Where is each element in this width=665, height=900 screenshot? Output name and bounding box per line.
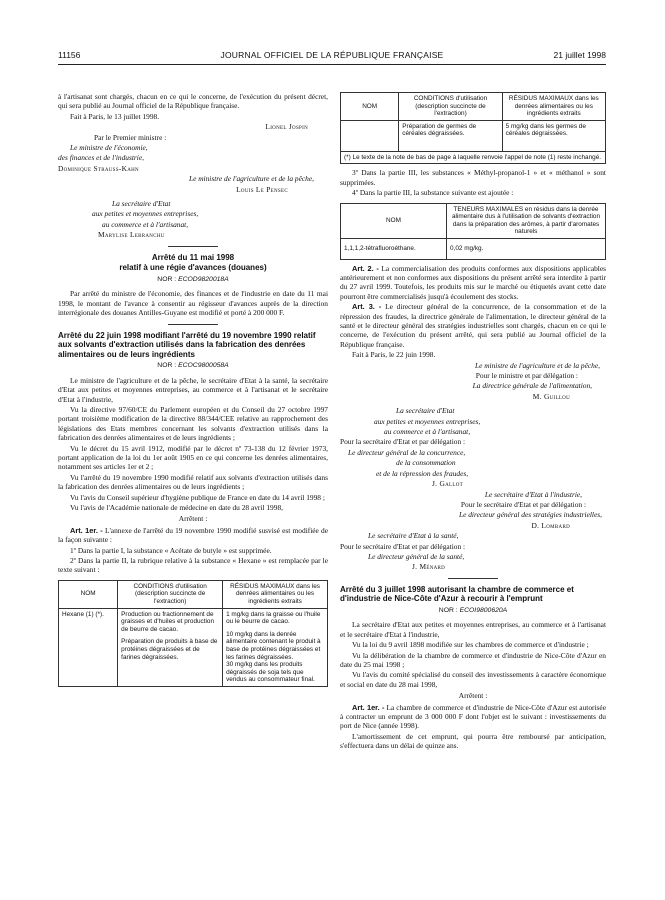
nor-reference: NOR : ECOI9800620A <box>438 606 508 614</box>
decree-paragraph: Vu le décret du 15 avril 1912, modifié par le décret nº 73-138 du 12 février 1973, portant application de la loi du 1er août 1905 en ce qui concerne les denrées alimentaires, notamment ses articles 1er et 2 ; <box>58 443 328 472</box>
signature-line: Le directeur général de la santé, <box>368 551 465 561</box>
left-column <box>58 92 328 687</box>
decree-paragraph: 4º Dans la partie III, la substance suivante est ajoutée : <box>352 188 514 198</box>
nor-reference: NOR : ECOC9800058A <box>157 362 229 370</box>
decree-paragraph: Le ministre de l'agriculture et de la pêche, le secrétaire d'Etat à la santé, la secrétaire d'Etat aux petites et moyennes entreprises, au commerce et à l'artisanat et le secrétaire d'Etat à l'industrie, <box>58 375 328 404</box>
signature-line: de la consommation <box>396 458 456 468</box>
issue-date: 21 juillet 1998 <box>553 50 606 60</box>
decree-paragraph: L'amortissement de cet emprunt, qui pourra être remboursé par anticipation, s'effectuera dans un délai de quinze ans. <box>340 731 606 751</box>
signature-name: Dominique Strauss-Kahn <box>58 163 139 173</box>
separator-rule <box>448 578 498 579</box>
table-cell: Production ou fractionnement de graisses et d'huiles et production de beurre de cacao. Préparation de produits à base de protéines dégraissées et de farines dégraissées. <box>118 608 223 686</box>
page-header <box>58 50 606 65</box>
signature-line: Pour la secrétaire d'Etat et par délégation : <box>340 437 466 447</box>
decree-paragraph: Par arrêté du ministre de l'économie, des finances et de l'industrie en date du 11 mai 1998, le montant de l'avance à consentir au régisseur d'avances auprès de la direction interrégionale des douanes Antilles-Guyane est modifié et porté à 200 000 F. <box>58 289 328 318</box>
signature-line: aux petites et moyennes entreprises, <box>92 209 199 219</box>
signature-line: La directrice générale de l'alimentation, <box>472 381 592 391</box>
hexane-table-continued <box>340 92 606 164</box>
signature-line: au commerce et à l'artisanat, <box>384 427 471 437</box>
table-cell: Préparation de germes de céréales dégraissées. <box>399 120 502 151</box>
signature-line: Le ministre de l'agriculture et de la pêche, <box>188 174 314 184</box>
decree-paragraph: 3º Dans la partie III, les substances « Méthyl-propanol-1 » et « méthanol » sont supprimées. <box>340 168 606 187</box>
separator-rule <box>168 324 218 325</box>
signature-name: J. Gallot <box>432 479 463 489</box>
signature-line: Le directeur général des stratégies industrielles, <box>458 510 602 520</box>
table-header: NOM <box>341 203 447 238</box>
signature-line: aux petites et moyennes entreprises, <box>374 416 481 426</box>
decree-title: Arrêté du 22 juin 1998 modifiant l'arrêté du 19 novembre 1990 relatif aux solvants d'extraction utilisés dans la fabrication des denrées alimentaires ou de leurs ingrédients <box>58 330 316 359</box>
journal-title: JOURNAL OFFICIEL DE LA RÉPUBLIQUE FRANÇAISE <box>220 50 444 60</box>
decree-paragraph: Vu la directive 97/60/CE du Parlement européen et du Conseil du 27 octobre 1997 portant troisième modification de la directive 88/344/CEE relative au rapprochement des législations des Etats membres concernant les solvants d'extraction utilisés dans la fabrication des denrées alimentaires et de leurs ingrédients ; <box>58 404 328 443</box>
decree-paragraph: 2º Dans la partie II, la rubrique relative à la substance « Hexane » est remplacée par le texte suivant : <box>58 556 328 575</box>
decree-paragraph: La secrétaire d'Etat aux petites et moyennes entreprises, au commerce et à l'artisanat et le secrétaire d'Etat à l'industrie, <box>340 620 606 639</box>
signature-line: Le ministre de l'agriculture et de la pêche, <box>474 360 600 370</box>
decree-date: Fait à Paris, le 22 juin 1998. <box>352 350 436 360</box>
table-cell: 0,02 mg/kg. <box>447 238 606 259</box>
signature-name: J. Ménard <box>412 562 446 572</box>
table-header: CONDITIONS d'utilisation (description succincte de l'extraction) <box>118 580 223 608</box>
decree-paragraph: Vu l'avis du Conseil supérieur d'hygiène publique de France en date du 14 avril 1998 ; <box>70 492 325 502</box>
hexane-table <box>58 580 328 687</box>
table-cell: Hexane (1) (*). <box>59 608 118 686</box>
table-footnote: (*) Le texte de la note de bas de page à laquelle renvoie l'appel de note (1) reste inchangé. <box>341 151 606 164</box>
decree-paragraph: Vu l'arrêté du 19 novembre 1990 modifié relatif aux solvants d'extraction utilisés dans la fabrication des denrées alimentaires ou de leurs ingrédients ; <box>58 472 328 492</box>
decree-paragraph: Vu l'avis du comité spécialisé du conseil des investissements à caractère économique et social en date du 28 mai 1998, <box>340 670 606 689</box>
article-paragraph: Art. 1er. - L'annexe de l'arrêté du 19 novembre 1990 modifié susvisé est modifiée de la façon suivante : <box>58 525 328 545</box>
signature-line: Le ministre de l'économie, <box>70 143 148 153</box>
article-paragraph: Art. 3. - Le directeur général de la concurrence, de la consommation et de la répression des fraudes, la directrice générale de l'alimentation, le directeur général de la santé et le directeur général des stratégies industrielles sont chargés, chacun en ce qui le concerne, de l'exécution du présent arrêté, qui sera publié au Journal officiel de la République française. <box>340 302 606 349</box>
decree-paragraph: Vu l'avis de l'Académie nationale de médecine en date du 28 avril 1998, <box>70 502 283 512</box>
signature-line: Le secrétaire d'Etat à la santé, <box>368 531 459 541</box>
signature-line: Le directeur général de la concurrence, <box>348 447 466 457</box>
decree-paragraph: 1º Dans la partie I, la substance « Acétate de butyle » est supprimée. <box>70 545 272 555</box>
intro-paragraph: à l'artisanat sont chargés, chacun en ce qui le concerne, de l'exécution du présent décret, qui sera publié au Journal officiel de la République française. <box>58 92 328 111</box>
signature-line: au commerce et à l'artisanat, <box>102 219 189 229</box>
table-cell: 5 mg/kg dans les germes de céréales dégraissées. <box>502 120 605 151</box>
decree-title: Arrêté du 11 mai 1998 <box>151 252 235 262</box>
signature-line: Pour le ministre et par délégation : <box>475 371 578 381</box>
table-header: TENEURS MAXIMALES en résidus dans la denrée alimentaire dus à l'utilisation de solvants d'extraction dans la préparation des arômes, à partir d'aromates naturels <box>447 203 606 238</box>
table-header: RÉSIDUS MAXIMAUX dans les denrées alimentaires ou les ingrédients extraits <box>502 93 605 121</box>
table-header: CONDITIONS d'utilisation (description succincte de l'extraction) <box>399 93 502 121</box>
signature-line: Par le Premier ministre : <box>94 132 167 142</box>
decree-title: relatif à une régie d'avances (douanes) <box>119 263 267 273</box>
signature-line: La secrétaire d'Etat <box>396 406 455 416</box>
table-header: NOM <box>59 580 118 608</box>
aroma-table <box>340 203 606 260</box>
signature-name: D. Lombard <box>531 520 570 530</box>
decree-paragraph: Vu la loi du 9 avril 1898 modifiée sur les chambres de commerce et d'industrie ; <box>352 640 589 650</box>
separator-rule <box>168 246 218 247</box>
table-header: NOM <box>341 93 399 121</box>
page-number: 11156 <box>58 50 81 60</box>
signature-name: Lionel Jospin <box>265 122 308 132</box>
signature-line: Le secrétaire d'Etat à l'industrie, <box>484 489 582 499</box>
signature-line: Pour le secrétaire d'Etat et par délégation : <box>340 541 466 551</box>
table-cell <box>341 120 399 151</box>
signature-line: des finances et de l'industrie, <box>58 153 144 163</box>
decree-title: Arrêté du 3 juillet 1998 autorisant la chambre de commerce et d'industrie de Nice-Côte d'Azur à recourir à l'emprunt <box>340 584 574 604</box>
signature-line: Pour le secrétaire d'Etat et par délégation : <box>460 499 586 509</box>
signature-name: Marylise Lebranchu <box>98 230 165 240</box>
signature-line: et de la répression des fraudes, <box>376 468 469 478</box>
article-paragraph: Art. 1er. - La chambre de commerce et d'industrie de Nice-Côte d'Azur est autorisée à contracter un emprunt de 3 000 000 F dont l'objet est le suivant : investissements du port de Nice (année 1998). <box>340 702 606 731</box>
right-column <box>340 92 606 752</box>
signature-name: M. Guillou <box>532 391 570 401</box>
arretent-heading: Arrêtent : <box>458 691 488 701</box>
table-cell: 1 mg/kg dans la graisse ou l'huile ou le beurre de cacao. 10 mg/kg dans la denrée alimentaire contenant le produit à base de protéines dégraissées et les farines dégraissées. 30 mg/kg dans les produits dégraissés de soja tels que vendus au consommateur final. <box>223 608 328 686</box>
signature-name: Louis Le Pensec <box>236 184 288 194</box>
decree-date: Fait à Paris, le 13 juillet 1998. <box>70 111 160 121</box>
article-paragraph: Art. 2. - La commercialisation des produits conformes aux dispositions applicables antérieurement et non conformes aux dispositions du présent arrêté sera interdite à partir du 27 avril 1999. Toutefois, les produits mis sur le marché ou étiquetés avant cette date pourront être commercialisés jusqu'à écoulement des stocks. <box>340 263 607 301</box>
signature-line: La secrétaire d'Etat <box>112 199 171 209</box>
table-cell: 1,1,1,2-tétrafluoroéthane. <box>341 238 447 259</box>
nor-reference: NOR : ECOD9820018A <box>157 275 229 283</box>
decree-paragraph: Vu la délibération de la chambre de commerce et d'industrie de Nice-Côte d'Azur en date du 25 mai 1998 ; <box>340 650 606 669</box>
table-header: RÉSIDUS MAXIMAUX dans les denrées alimentaires ou les ingrédients extraits <box>223 580 328 608</box>
arretent-heading: Arrêtent : <box>178 514 208 524</box>
